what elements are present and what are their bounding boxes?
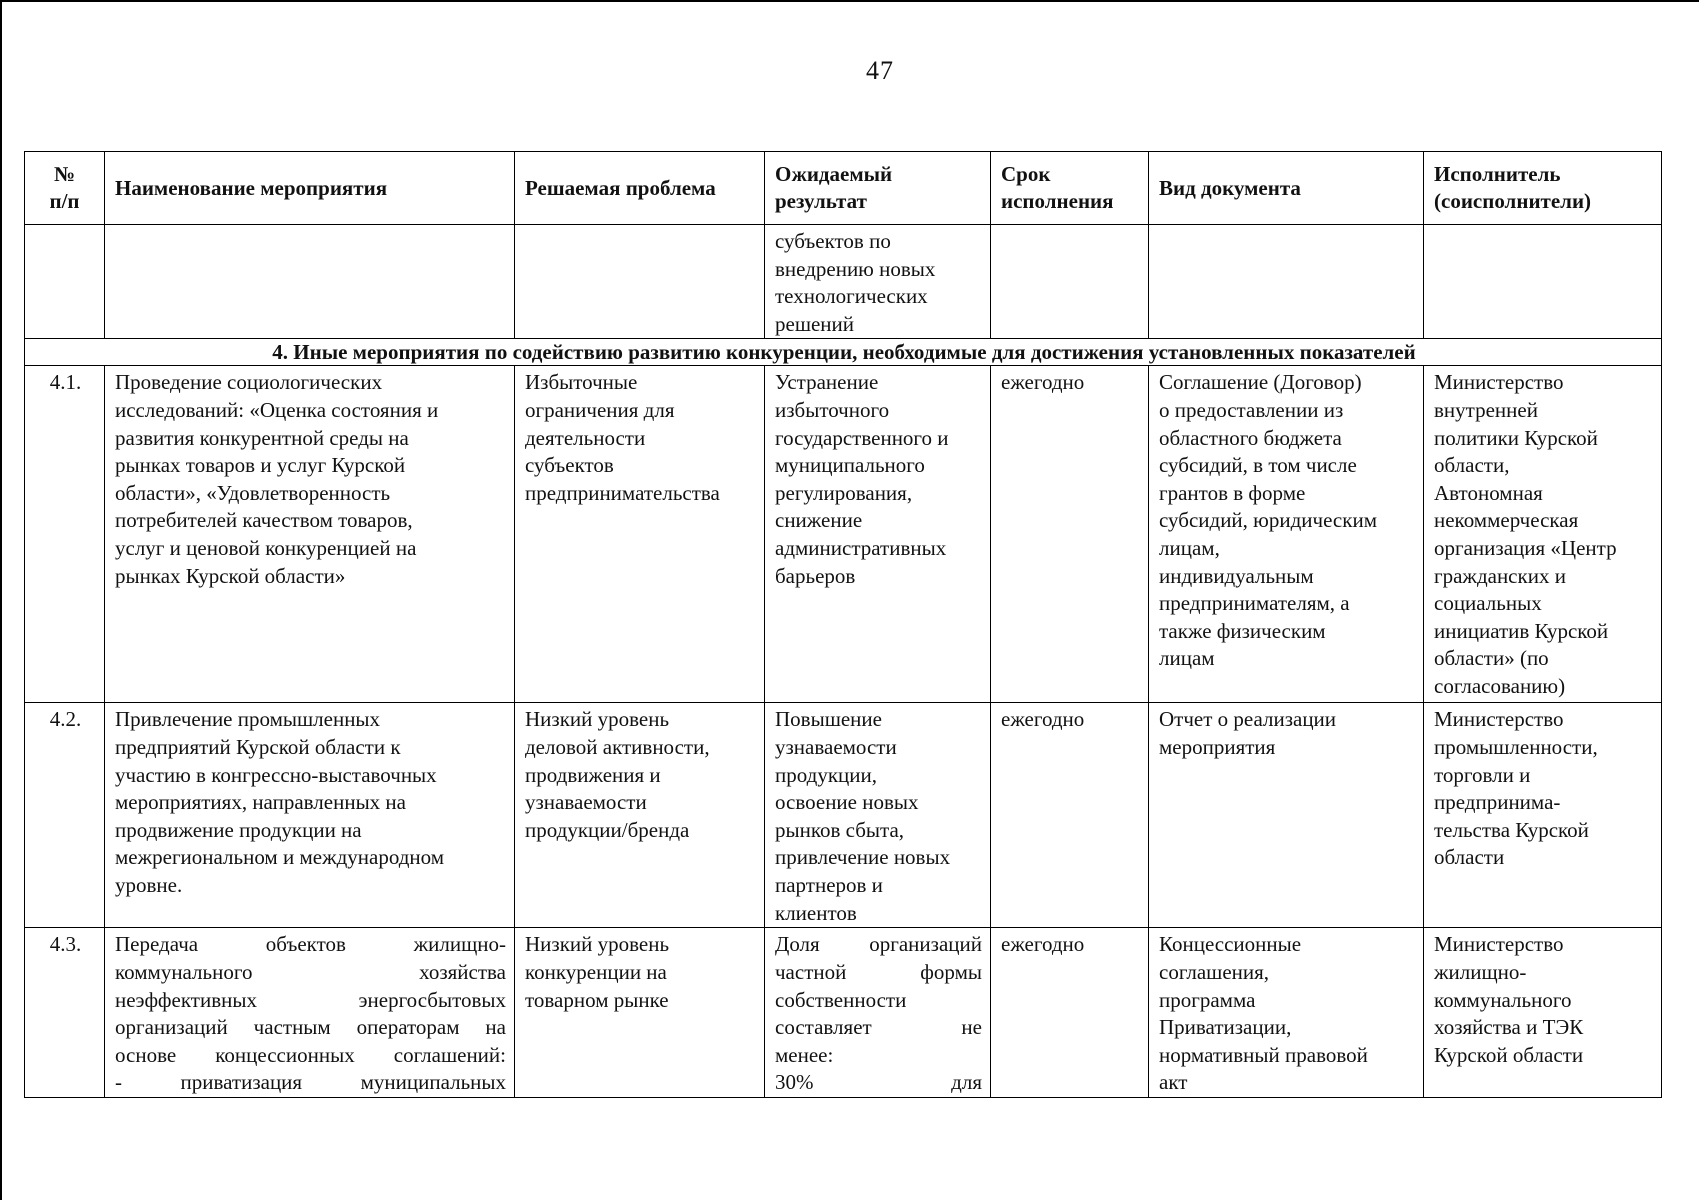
row-problem: Избыточные ограничения для деятельности субъектов предпринимательства bbox=[515, 366, 765, 703]
cont-result: субъектов по внедрению новых технологических решений bbox=[765, 225, 991, 339]
row-doc-type: Соглашение (Договор) о предоставлении из областного бюджета субсидий, в том числе грантов в форме субсидий, юридическим лицам, индивидуальным предпринимателям, а также физическим лицам bbox=[1149, 366, 1424, 703]
cont-num bbox=[25, 225, 105, 339]
header-doc-type: Вид документа bbox=[1149, 152, 1424, 225]
row-problem: Низкий уровень конкуренции на товарном рынке bbox=[515, 928, 765, 1098]
cont-doc-type bbox=[1149, 225, 1424, 339]
page-top-border bbox=[0, 0, 1699, 2]
row-num: 4.1. bbox=[25, 366, 105, 703]
section-row bbox=[25, 339, 1662, 366]
row-num: 4.2. bbox=[25, 703, 105, 928]
cont-executor bbox=[1424, 225, 1662, 339]
header-row bbox=[25, 152, 1662, 225]
header-executor: Исполнитель (соисполнители) bbox=[1424, 152, 1662, 225]
row-problem: Низкий уровень деловой активности, продвижения и узнаваемости продукции/бренда bbox=[515, 703, 765, 928]
row-executor: Министерство жилищно- коммунального хозяйства и ТЭК Курской области bbox=[1424, 928, 1662, 1098]
table-row bbox=[25, 703, 1662, 928]
header-num: № п/п bbox=[25, 152, 105, 225]
row-term: ежегодно bbox=[991, 703, 1149, 928]
cont-problem bbox=[515, 225, 765, 339]
cont-term bbox=[991, 225, 1149, 339]
row-name: Проведение социологических исследований: «Оценка состояния и развития конкурентной среды на рынках товаров и услуг Курской области», «Удовлетворенность потребителей качеством товаров, услуг и ценовой конкуренцией на рынках Курской области» bbox=[105, 366, 515, 703]
header-problem: Решаемая проблема bbox=[515, 152, 765, 225]
table-row bbox=[25, 366, 1662, 703]
header-result: Ожидаемый результат bbox=[765, 152, 991, 225]
page-number: 47 bbox=[866, 56, 894, 85]
row-name: Привлечение промышленных предприятий Курской области к участию в конгрессно-выставочных мероприятиях, направленных на продвижение продукции на межрегиональном и международном уровне. bbox=[105, 703, 515, 928]
section-title: 4. Иные мероприятия по содействию развитию конкуренции, необходимые для достижения установленных показателей bbox=[25, 339, 1662, 366]
cont-name bbox=[105, 225, 515, 339]
row-doc-type: Концессионные соглашения, программа Приватизации, нормативный правовой акт bbox=[1149, 928, 1424, 1098]
header-term: Срок исполнения bbox=[991, 152, 1149, 225]
row-name: Передача объектов жилищно- коммунального хозяйства неэффективных энергосбытовых организаций частным операторам на основе концессионных соглашений: - приватизация муниципальных bbox=[105, 928, 515, 1098]
table-row bbox=[25, 928, 1662, 1098]
row-num: 4.3. bbox=[25, 928, 105, 1098]
row-doc-type: Отчет о реализации мероприятия bbox=[1149, 703, 1424, 928]
row-result: Доля организаций частной формы собственности составляет не менее: 30% для bbox=[765, 928, 991, 1098]
measures-table bbox=[24, 151, 1662, 1098]
row-term: ежегодно bbox=[991, 366, 1149, 703]
row-executor: Министерство внутренней политики Курской области, Автономная некоммерческая организация «Центр гражданских и социальных инициатив Курской области» (по согласованию) bbox=[1424, 366, 1662, 703]
row-result: Повышение узнаваемости продукции, освоение новых рынков сбыта, привлечение новых партнеров и клиентов bbox=[765, 703, 991, 928]
page-left-border bbox=[0, 0, 2, 1200]
row-executor: Министерство промышленности, торговли и предпринима- тельства Курской области bbox=[1424, 703, 1662, 928]
row-term: ежегодно bbox=[991, 928, 1149, 1098]
table-row-continuation bbox=[25, 225, 1662, 339]
header-name: Наименование мероприятия bbox=[105, 152, 515, 225]
row-result: Устранение избыточного государственного и муниципального регулирования, снижение административных барьеров bbox=[765, 366, 991, 703]
